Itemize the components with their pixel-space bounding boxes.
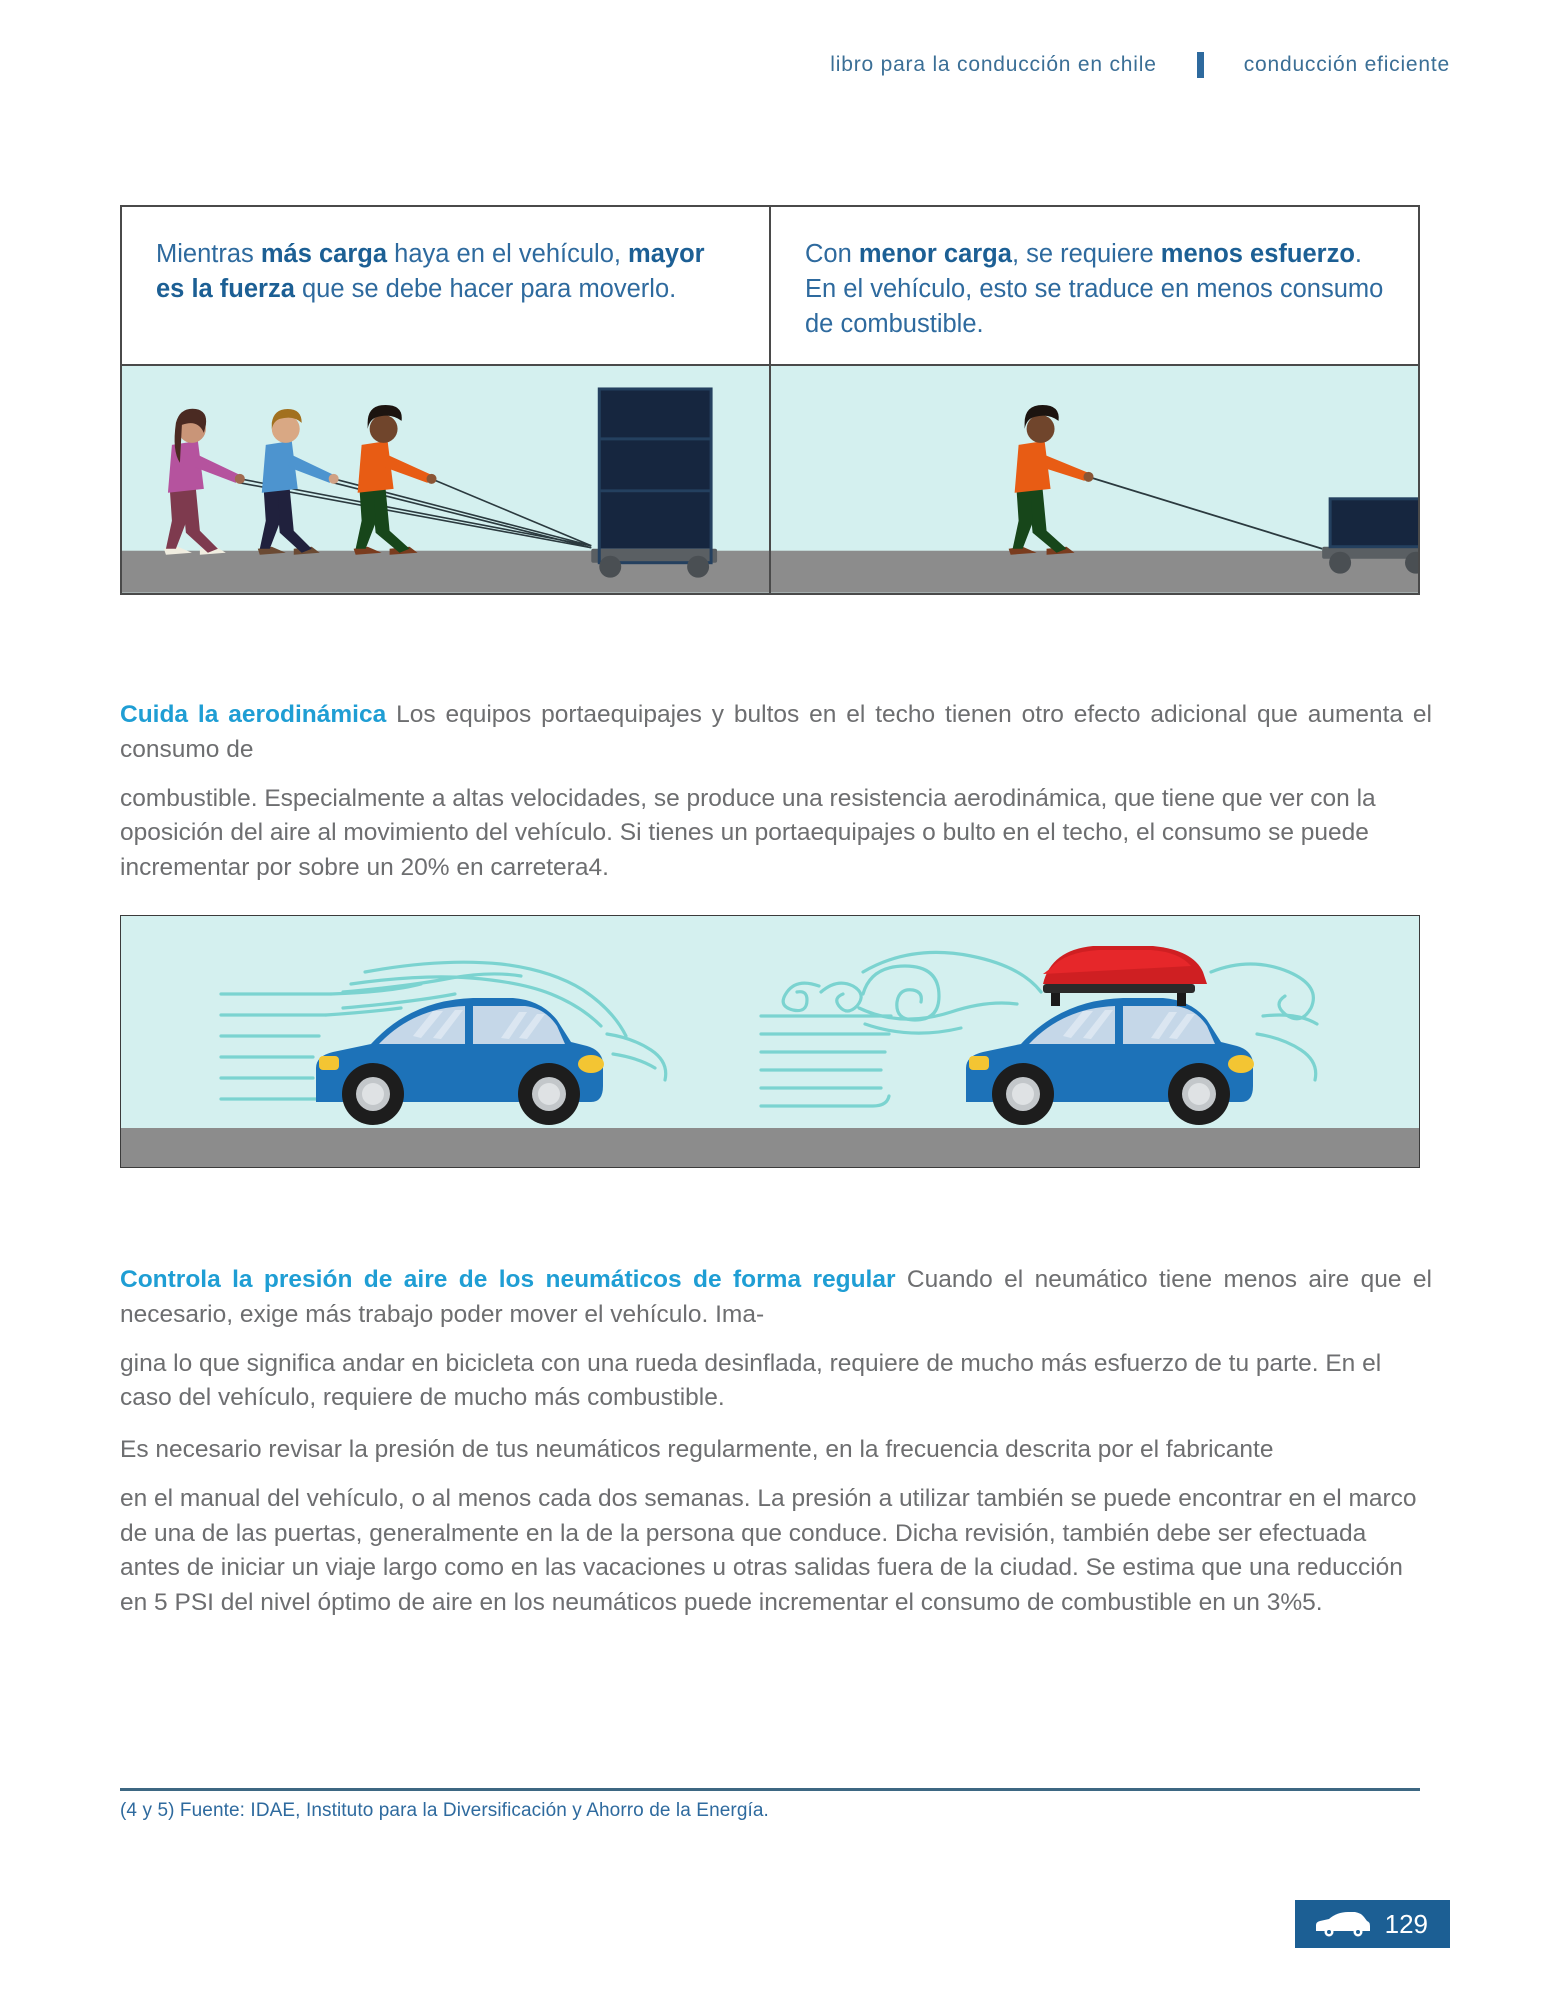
more-load-text-part1: Mientras — [156, 240, 261, 268]
more-load-text-part2: haya en el vehículo, — [387, 240, 629, 268]
comparison-table-text-row — [122, 207, 1418, 366]
section-aerodinamica-text — [120, 698, 1432, 886]
section-presion-text — [120, 1263, 1432, 1416]
aerodynamics-svg — [121, 916, 1419, 1167]
more-load-text-part3: que se debe hacer para moverlo. — [294, 275, 677, 304]
presion-p2-body: en el manual del vehículo, o al menos cada dos semanas. La presión a utilizar también se puede encontrar en el marco de una de las puertas, generalmente en la de la persona que conduce. Dicha revisión, también debe ser efectuada antes de iniciar un viaje largo como en las vacaciones u otras salidas fuera de la ciudad. Se estima que una reducción en 5 PSI del nivel óptimo de aire en los neumáticos puede incrementar el consumo de combustible en un 3%5. — [120, 1484, 1417, 1617]
heavy-cart — [591, 389, 717, 578]
header-book-title: libro para la conducción en chile — [830, 53, 1157, 76]
presion-lead-line — [120, 1263, 1432, 1333]
aerodinamica-heading: Cuida la aerodinámica — [120, 701, 387, 728]
section-presion-paragraph2 — [120, 1433, 1432, 1621]
page-number: 129 — [1384, 1908, 1428, 1939]
page-header — [830, 52, 1450, 78]
presion-p2-lead: Es necesario revisar la presión de tus neumáticos regularmente, en la frecuencia descrita por el fabricante — [120, 1436, 1274, 1463]
footnote-source: (4 y 5) Fuente: IDAE, Instituto para la Diversificación y Ahorro de la Energía. — [120, 1800, 769, 1821]
more-load-bold2: mayor es la fuerza — [156, 240, 705, 304]
one-person-pulling-svg — [771, 366, 1418, 593]
less-load-bold1: menor carga — [858, 240, 1012, 268]
aerodinamica-body: combustible. Especialmente a altas velocidades, se produce una resistencia aerodinámica, que tiene que ver con la oposición del aire al movimiento del vehículo. Si tienes un portaequipajes o bulto en el techo, el consumo se puede incrementar por sobre un 20% en carretera4. — [120, 784, 1376, 882]
presion-heading: Controla la presión de aire de los neumáticos de forma regular — [120, 1266, 896, 1293]
less-load-bold2: menos esfuerzo — [1160, 240, 1355, 268]
header-divider — [1197, 52, 1204, 78]
car-icon — [1313, 1911, 1371, 1937]
less-load-text-part3: . En el vehículo, esto se traduce en menos consumo de combustible. — [805, 240, 1384, 339]
comparison-cell-more-load — [122, 207, 771, 364]
three-people-pulling-svg — [122, 366, 769, 593]
aerodinamica-lead: Los equipos portaequipajes y bultos en el techo tienen otro efecto adicional que aumenta el consumo de — [120, 701, 1432, 763]
presion-lead: Cuando el neumático tiene menos aire que el necesario, exige más trabajo poder mover el vehículo. Ima- — [120, 1266, 1432, 1328]
illustration-aerodynamics — [120, 915, 1420, 1168]
page-number-badge — [1295, 1900, 1450, 1948]
less-load-text-part1: Con — [805, 240, 859, 268]
more-load-bold1: más carga — [260, 240, 388, 268]
less-load-text-part2: , se requiere — [1011, 240, 1161, 268]
header-chapter-title: conducción eficiente — [1243, 53, 1450, 76]
illustration-three-people-pulling — [122, 366, 771, 593]
presion-body: gina lo que significa andar en bicicleta con una rueda desinflada, requiere de mucho más esfuerzo de tu parte. En el caso del vehículo, requiere de mucho más combustible. — [120, 1349, 1382, 1412]
footnote-divider — [120, 1788, 1420, 1791]
illustration-one-person-pulling — [771, 366, 1418, 593]
aerodinamica-lead-line — [120, 698, 1432, 768]
comparison-table-illustration-row — [122, 366, 1418, 593]
comparison-cell-less-load — [771, 207, 1418, 364]
comparison-table — [120, 205, 1420, 595]
